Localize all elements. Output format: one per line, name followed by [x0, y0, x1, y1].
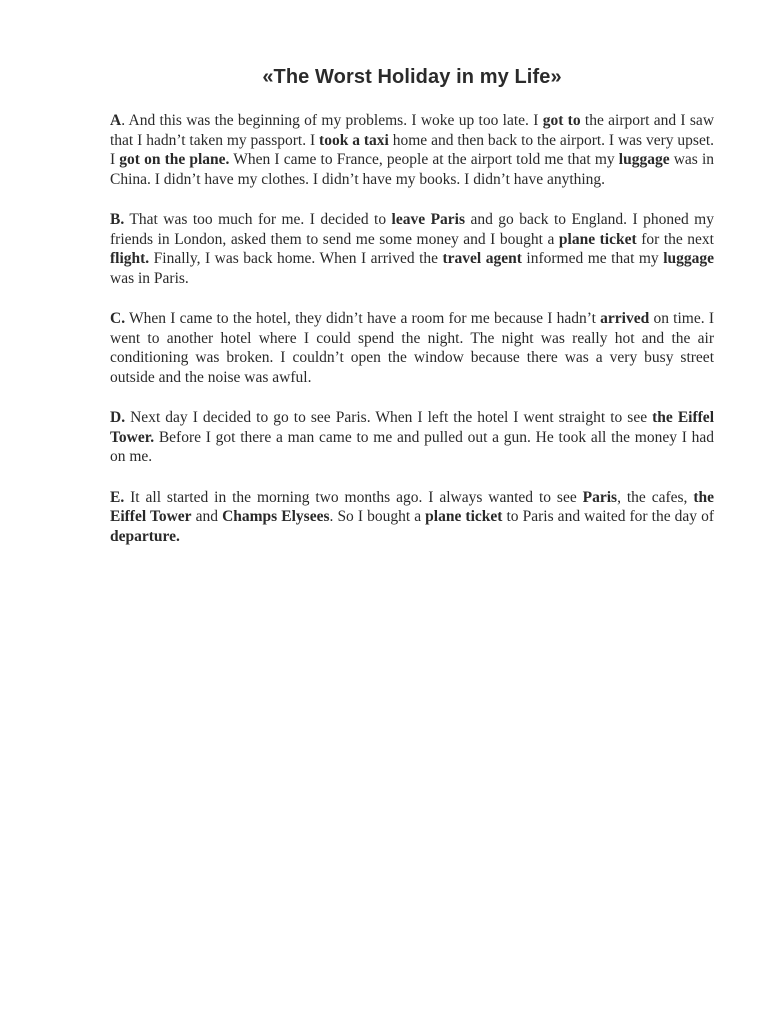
- bold-phrase: plane ticket: [425, 508, 503, 525]
- paragraph-list: [110, 111, 714, 546]
- bold-phrase: travel agent: [442, 250, 522, 267]
- paragraph-c: [110, 309, 714, 387]
- paragraph-b: [110, 210, 714, 288]
- bold-phrase: the Eiffel Tower: [110, 488, 714, 525]
- text-run: was in China. I didn’t have my clothes. I didn’t have my books. I didn’t have anything.: [110, 151, 714, 188]
- bold-phrase: C.: [110, 310, 126, 327]
- bold-phrase: plane ticket: [558, 230, 637, 248]
- text-run: Next day I decided to go to see Paris. When I left the hotel I went straight to see: [125, 409, 653, 426]
- text-run: was in Paris.: [110, 269, 189, 287]
- bold-phrase: got to: [542, 112, 581, 129]
- bold-phrase: leave Paris: [391, 211, 466, 228]
- text-run: When I came to France, people at the airport told me that my: [229, 151, 619, 168]
- paragraph-a: [110, 111, 714, 189]
- bold-phrase: Champs Elysees: [222, 508, 330, 525]
- document-page: [110, 66, 714, 567]
- bold-phrase: D.: [110, 409, 126, 426]
- text-run: Before I got there a man came to me and pulled out a gun. He took all the money I had on me.: [110, 428, 714, 465]
- text-run: the airport and I saw that I hadn’t taken my passport. I: [110, 112, 715, 149]
- text-run: for the next: [636, 230, 714, 248]
- paragraph-e: [110, 488, 714, 547]
- bold-phrase: luggage: [618, 151, 670, 168]
- bold-phrase: flight.: [110, 250, 150, 267]
- text-run: to Paris and waited for the day of: [502, 508, 715, 525]
- bold-phrase: the Eiffel Tower.: [110, 409, 714, 446]
- text-run: Finally, I was back home. When I arrived the: [149, 250, 443, 267]
- text-run: When I came to the hotel, they didn’t have a room for me because I hadn’t: [125, 310, 601, 327]
- text-run: home and then back to the airport. I was very upset. I: [110, 131, 715, 168]
- bold-phrase: arrived: [600, 310, 650, 327]
- bold-phrase: A: [110, 112, 122, 129]
- text-run: , the cafes,: [617, 488, 694, 506]
- bold-phrase: took a taxi: [319, 131, 389, 149]
- text-run: and: [191, 508, 223, 525]
- document-title: «The Worst Holiday in my Life»: [262, 66, 562, 88]
- text-run: . And this was the beginning of my problems. I woke up too late. I: [121, 112, 543, 129]
- text-run: . So I bought a: [329, 508, 426, 525]
- bold-phrase: Paris: [582, 488, 618, 506]
- bold-phrase: luggage: [663, 250, 714, 267]
- text-run: informed me that my: [521, 250, 664, 267]
- text-run: That was too much for me. I decided to: [124, 211, 392, 228]
- text-run: and go back to England. I phoned my friends in London, asked them to send me some money and I bought a: [110, 211, 714, 248]
- text-run: on time. I went to another hotel where I could spend the night. The night was really hot and the air conditioning was broken. I couldn’t open the window because there was a very busy street outside and the noise was awful.: [110, 310, 714, 386]
- text-run: It all started in the morning two months ago. I always wanted to see: [124, 488, 583, 506]
- paragraph-d: [110, 408, 714, 467]
- bold-phrase: got on the plane.: [119, 151, 230, 168]
- bold-phrase: E.: [110, 488, 125, 506]
- bold-phrase: B.: [110, 211, 125, 228]
- bold-phrase: departure.: [110, 527, 180, 545]
